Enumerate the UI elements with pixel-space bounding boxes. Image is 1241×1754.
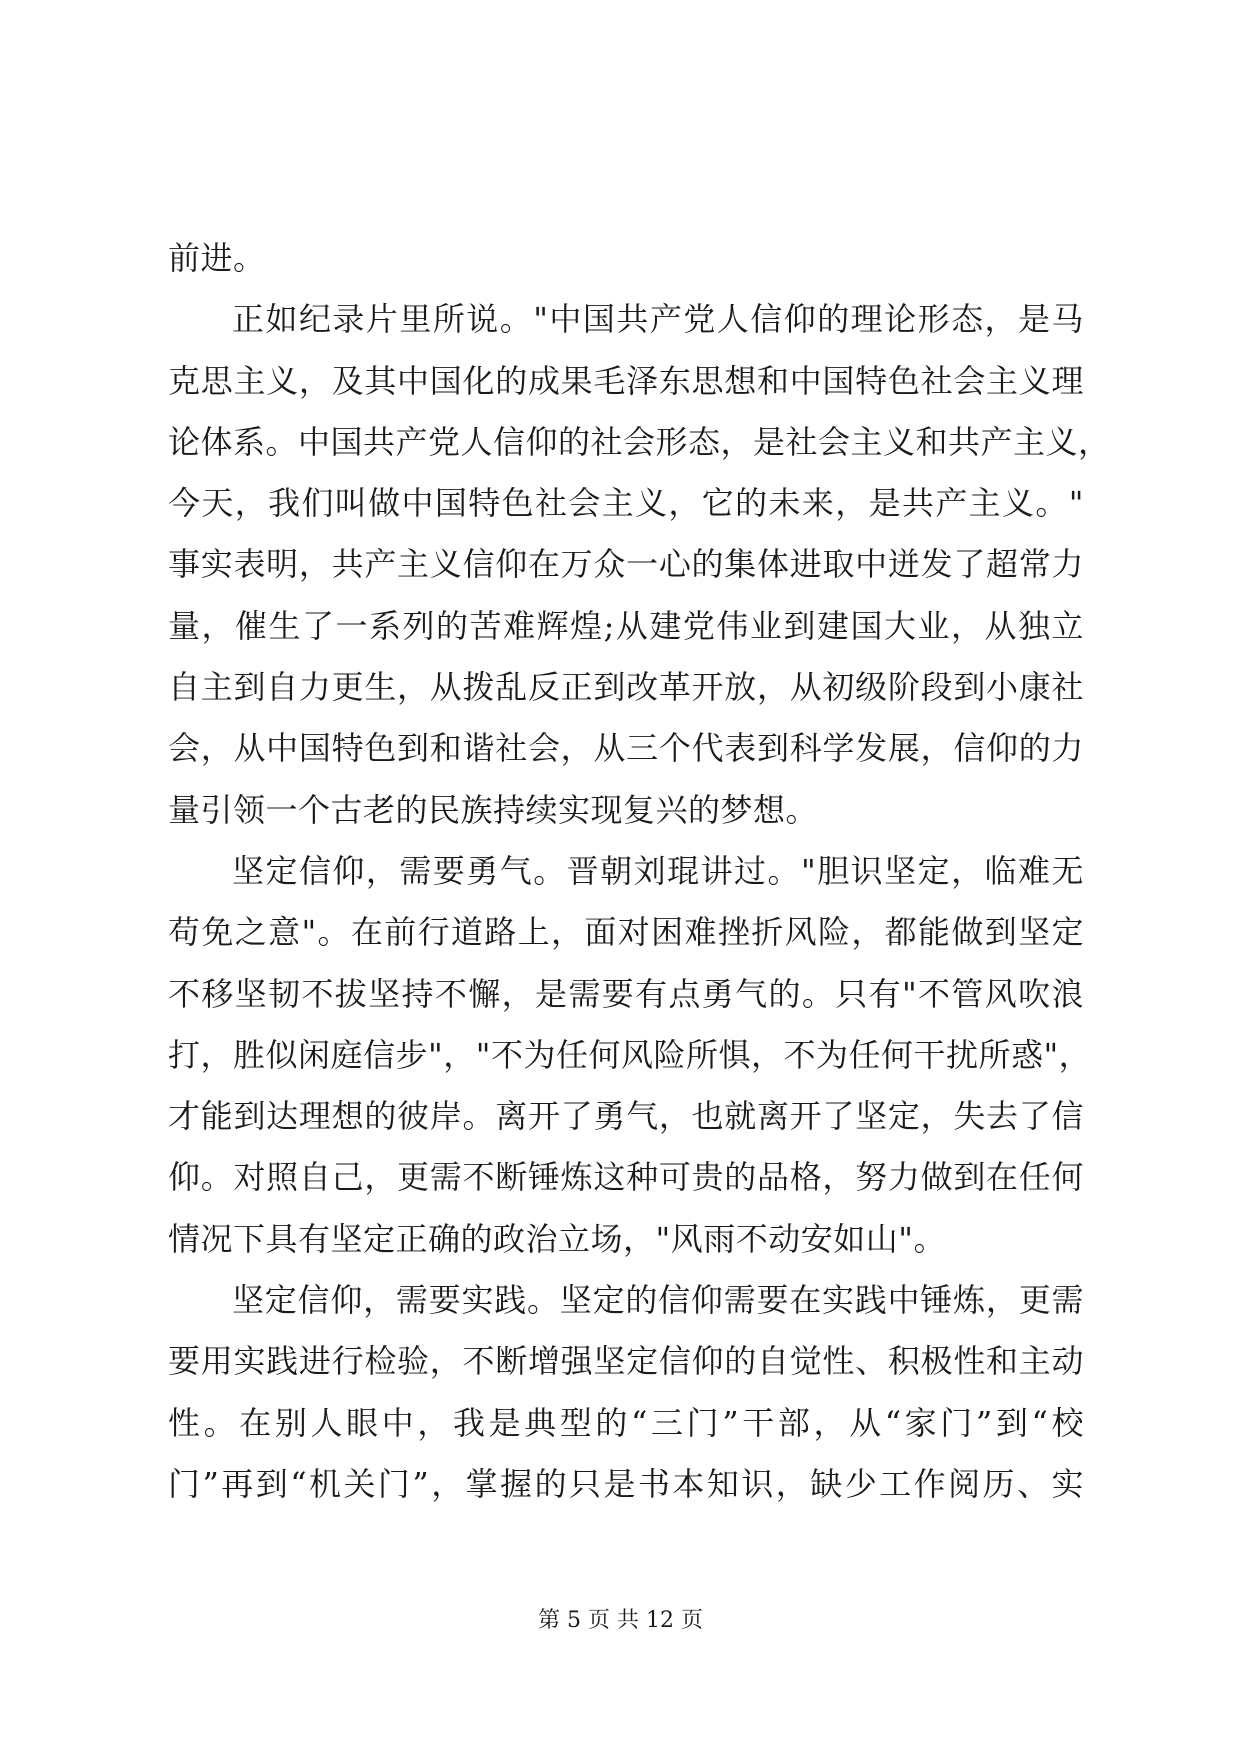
text-line: 才能到达理想的彼岸。离开了勇气，也就离开了坚定，失去了信 <box>168 1097 1084 1136</box>
text-line: 坚定信仰，需要勇气。晋朝刘琨讲过。"胆识坚定，临难无 <box>232 851 1084 890</box>
text-line: 正如纪录片里所说。"中国共产党人信仰的理论形态，是马 <box>232 300 1084 339</box>
text-line: 情况下具有坚定正确的政治立场，"风雨不动安如山"。 <box>168 1219 946 1258</box>
text-line: 不移坚韧不拔坚持不懈，是需要有点勇气的。只有"不管风吹浪 <box>168 974 1084 1013</box>
text-line: 坚定信仰，需要实践。坚定的信仰需要在实践中锤炼，更需 <box>232 1281 1084 1320</box>
text-line: 克思主义，及其中国化的成果毛泽东思想和中国特色社会主义理 <box>168 361 1084 400</box>
text-line: 自主到自力更生，从拨乱反正到改革开放，从初级阶段到小康社 <box>168 668 1084 707</box>
text-line: 打，胜似闲庭信步"，"不为任何风险所惧，不为任何干扰所惑"， <box>168 1035 1092 1074</box>
text-line: 事实表明，共产主义信仰在万众一心的集体进取中迸发了超常力 <box>168 545 1084 584</box>
text-line: 性。在别人眼中，我是典型的“三门”干部，从“家门”到“校 <box>168 1403 1084 1442</box>
text-line: 苟免之意"。在前行道路上，面对困难挫折风险，都能做到坚定 <box>168 913 1084 952</box>
body-text <box>168 228 1111 1515</box>
text-line: 前进。 <box>168 239 266 277</box>
text-line: 仰。对照自己，更需不断锤炼这种可贵的品格，努力做到在任何 <box>168 1158 1084 1197</box>
page-footer: 第 5 页 共 12 页 <box>538 1608 703 1633</box>
text-line: 门”再到“机关门”，掌握的只是书本知识，缺少工作阅历、实 <box>168 1464 1084 1503</box>
text-line: 会，从中国特色到和谐社会，从三个代表到科学发展，信仰的力 <box>168 729 1084 768</box>
text-line: 要用实践进行检验，不断增强坚定信仰的自觉性、积极性和主动 <box>168 1342 1084 1381</box>
text-line: 量引领一个古老的民族持续实现复兴的梦想。 <box>168 790 819 829</box>
text-line: 今天，我们叫做中国特色社会主义，它的未来，是共产主义。" <box>168 484 1084 523</box>
text-line: 量，催生了一系列的苦难辉煌;从建党伟业到建国大业，从独立 <box>168 606 1084 645</box>
text-line: 论体系。中国共产党人信仰的社会形态，是社会主义和共产主义， <box>168 422 1111 461</box>
